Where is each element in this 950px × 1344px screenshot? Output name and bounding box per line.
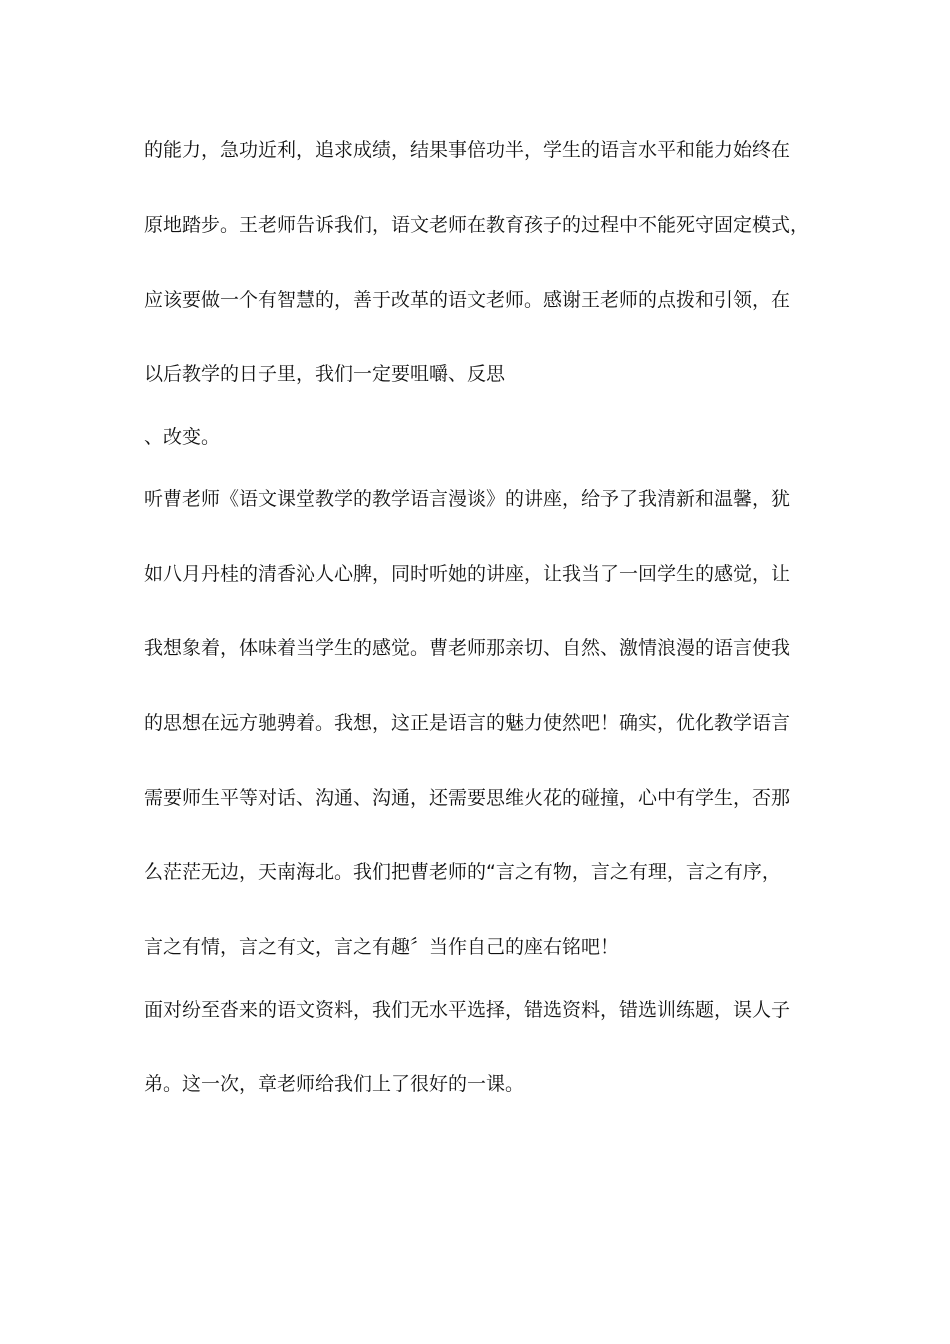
paragraph-line: 我想象着，体味着当学生的感觉。曹老师那亲切、自然、激情浪漫的语言使我 bbox=[144, 637, 791, 659]
paragraph-line: 面对纷至沓来的语文资料，我们无水平选择，错选资料，错选训练题，误人子 bbox=[144, 999, 791, 1021]
paragraph-line: 以后教学的日子里，我们一定要咀嚼、反思 bbox=[144, 363, 506, 385]
paragraph-line: 如八月丹桂的清香沁人心脾，同时听她的讲座，让我当了一回学生的感觉，让 bbox=[144, 563, 791, 585]
paragraph-line: 弟。这一次，章老师给我们上了很好的一课。 bbox=[144, 1073, 525, 1095]
paragraph-line: 应该要做一个有智慧的，善于改革的语文老师。感谢王老师的点拨和引领，在 bbox=[144, 289, 791, 311]
paragraph-line: 需要师生平等对话、沟通、沟通，还需要思维火花的碰撞，心中有学生，否那 bbox=[144, 787, 791, 809]
paragraph-line: 言之有情，言之有文，言之有趣〞当作自己的座右铭吧！ bbox=[144, 936, 620, 958]
paragraph-line: 听曹老师《语文课堂教学的教学语言漫谈》的讲座，给予了我清新和温馨，犹 bbox=[144, 488, 791, 510]
paragraph-line: 的能力，急功近利，追求成绩，结果事倍功半，学生的语言水平和能力始终在 bbox=[144, 139, 791, 161]
paragraph-line: 原地踏步。王老师告诉我们，语文老师在教育孩子的过程中不能死守固定模式， bbox=[144, 214, 810, 236]
paragraph-line: 么茫茫无边，天南海北。我们把曹老师的“言之有物，言之有理，言之有序， bbox=[144, 861, 781, 883]
paragraph-line: 、改变。 bbox=[144, 426, 221, 448]
paragraph-line: 的思想在远方驰骋着。我想，这正是语言的魅力使然吧！确实，优化教学语言 bbox=[144, 712, 791, 734]
